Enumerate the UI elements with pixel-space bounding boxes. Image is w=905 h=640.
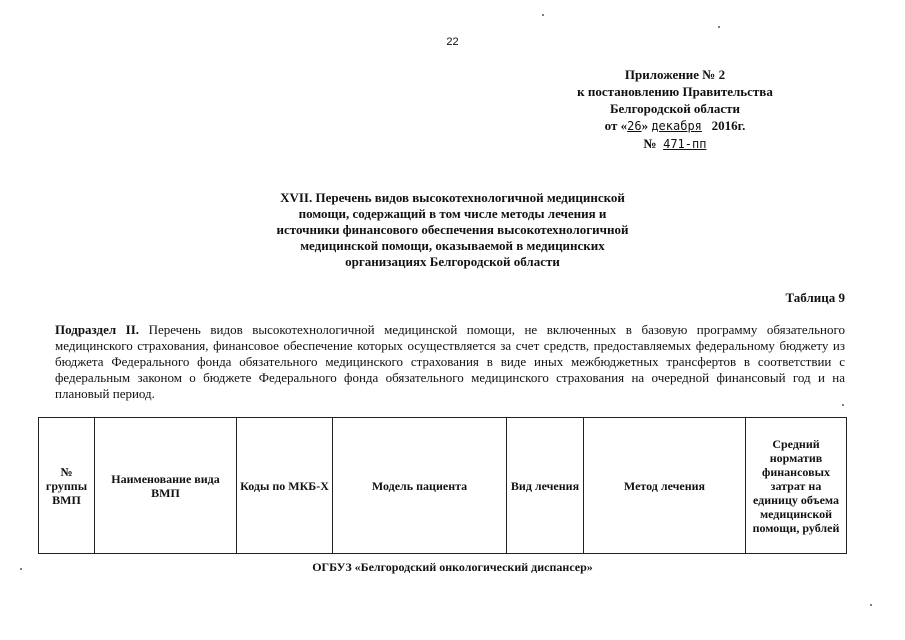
date-month: декабря [651,119,702,133]
table-number: Таблица 9 [785,290,845,305]
heading-line-5: организациях Белгородской области [345,254,560,269]
header-treatment-method: Метод лечения [584,418,746,554]
date-mid: » [641,118,649,133]
header-patient-model: Модель пациента [333,418,507,554]
subsection-paragraph [55,322,845,402]
date-prefix: от « [604,118,628,133]
header-treatment-type: Вид лечения [507,418,584,554]
scan-speck [870,604,872,606]
header-mkb-codes: Коды по МКБ-Х [237,418,333,554]
header-average-cost: Средний норматив финансовых затрат на единицу объема медицинской помощи, рублей [746,418,847,554]
appendix-block [520,66,830,153]
scan-speck [842,404,844,406]
table-header-row [39,418,847,554]
scan-speck [20,568,22,570]
appendix-line-2: к постановлению Правительства [577,84,773,99]
heading-line-2: помощи, содержащий в том числе методы лечения и [298,206,607,221]
heading-line-3: источники финансового обеспечения высокотехнологичной [276,222,629,237]
appendix-number-line [520,135,830,153]
number-value: 471-пп [663,137,707,151]
organization-name: ОГБУЗ «Белгородский онкологический диспансер» [312,560,593,574]
header-group-number: № группы ВМП [39,418,95,554]
heading-line-4: медицинской помощи, оказываемой в медицинских [300,238,605,253]
subsection-text: Перечень видов высокотехнологичной медицинской помощи, не включенных в базовую программу обязательного медицинского страхования, финансовое обеспечение которых осуществляется за счет средств, предоставляемых федеральному бюджету из бюджета Федерального фонда обязательного медицинского страхования в виде иных межбюджетных трансфертов в соответствии с федеральным законом о бюджете Федерального фонда обязательного медицинского страхования на очередной финансовый год и на плановый период. [55,322,845,401]
scan-speck [542,14,544,16]
heading-line-1: XVII. Перечень видов высокотехнологичной медицинской [280,190,625,205]
page-number: 22 [446,36,459,48]
appendix-line-1: Приложение № 2 [624,67,726,82]
header-vmp-name: Наименование вида ВМП [95,418,237,554]
date-year: 2016г. [711,118,746,133]
appendix-date-line [520,117,830,135]
scan-speck [718,26,720,28]
date-day: 26 [627,119,642,133]
subsection-lead: Подраздел II. [55,322,140,337]
number-prefix: № [643,136,657,151]
vmp-table [38,417,847,554]
appendix-line-3: Белгородской области [609,101,741,116]
section-heading [200,190,705,270]
